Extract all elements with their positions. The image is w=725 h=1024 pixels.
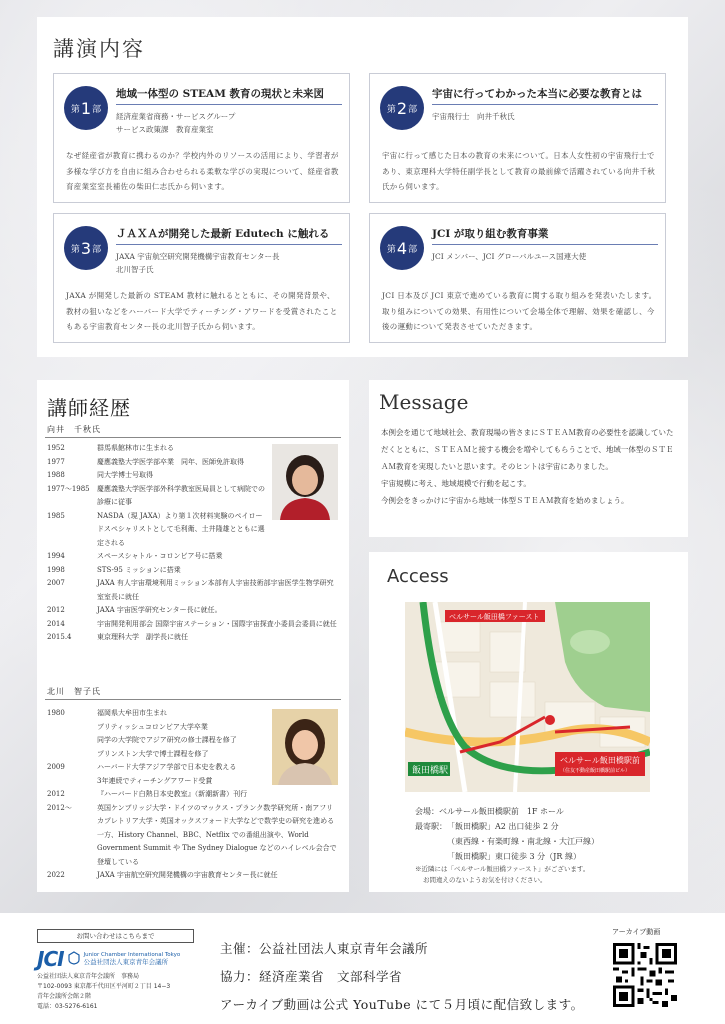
timeline-text: 慶應義塾大学医学部外科学教室医局員として病院での診療に従事	[97, 484, 265, 506]
timeline-year: 1980	[47, 709, 65, 717]
lecture-heading: JCI が取り組む教育事業	[432, 226, 658, 245]
lecture-heading: ＪＡＸＡが開発した最新 Edutech に触れる	[116, 226, 342, 245]
cooperation-text: 協力：経済産業省 文部科学省	[220, 969, 403, 984]
part-badge: 第 4 部	[380, 226, 424, 270]
map-label-building: ベルサール飯田橋ファースト	[449, 613, 540, 621]
archive-note: アーカイブ動画は公式 YouTube にて５月頃に配信致します。	[220, 997, 584, 1012]
timeline-year: 2012	[47, 790, 65, 798]
jci-name-jp: 公益社団法人東京青年会議所	[83, 958, 169, 966]
divider	[45, 699, 341, 700]
timeline-year: 1985	[47, 511, 65, 520]
timeline-text: 宇宙開発利用部会 国際宇宙ステーション・国際宇宙探査小委員会委員に就任	[97, 619, 337, 628]
message-body: 本例会を通じて地域社会、教育現場の皆さまにＳＴＥＡＭ教育の必要性を認識していただくとともに、ＳＴＥＡＭと接する機会を増やしてもらうことで、地域一体型のＳＴＥＡＭ教育を実現したいと思います。そのヒントは宇宙にありました。 宇宙規模に考え、地域規模で行動を起こす。 今例会をきっかけに宇宙から地域一体型ＳＴＥＡＭ教育を始めましょう。	[381, 428, 674, 505]
timeline-text: JAXA 宇宙医学研究センター長に就任。	[97, 606, 222, 614]
qr-label: アーカイブ動画	[612, 928, 661, 936]
timeline-text: プリンストン大学で博士課程を修了	[97, 749, 209, 758]
timeline-year: 2022	[47, 871, 65, 879]
timeline-text: 同大学博士号取得	[97, 471, 153, 479]
timeline-row	[47, 869, 337, 883]
timeline-text: 東京理科大学 副学長に就任	[97, 633, 188, 641]
timeline-row	[47, 788, 337, 802]
access-info: 会場：ベルサール飯田橋駅前 1F ホール 最寄駅： 「飯田橋駅」A2 出口徒歩 2 分 （東西線・有楽町線・南北線・大江戸線） 「飯田橋駅」東口徒歩 3 分（JR 線）	[415, 804, 685, 864]
jci-mark: JCI	[37, 947, 64, 971]
portrait-mukai	[272, 444, 338, 520]
organizer-info	[220, 935, 584, 1019]
timeline-year	[47, 748, 97, 762]
speaker-bios-section	[37, 380, 349, 892]
timeline-row	[47, 631, 337, 645]
timeline-row	[47, 802, 337, 870]
lecture-heading: 地域一体型の STEAM 教育の現状と未来図	[116, 86, 342, 105]
lecture-section	[37, 17, 688, 357]
lecture-description: 宇宙に行って感じた日本の教育の未来について。日本人女性初の宇宙飛行士であり、東京理科大学特任副学長として教育の最前線で活躍されている向井千秋氏から伺います。	[382, 151, 655, 191]
timeline-text: 3年連続でティーチングアワード受賞	[97, 776, 213, 785]
lecture-description: JAXA が開発した最新の STEAM 教材に触れるとともに、その開発背景や、教材の狙いなどをハーバード大学でティーチング・アワードを受賞されたこともある宇宙教育センター長の北川智子氏から伺います。	[66, 291, 338, 331]
lecture-card-3	[53, 213, 350, 343]
map-label-station: 飯田橋駅	[412, 766, 449, 776]
contact-label: お問い合わせはこちらまで	[37, 929, 194, 943]
lecture-description: JCI 日本及び JCI 東京で進めている教育に関する取り組みを発表いたします。取り組みについての効果、有用性について会場全体で理解、効果を確認し、今後の運動について発表させていただきます。	[382, 291, 657, 331]
timeline-text: ブリティッシュコロンビア大学卒業	[97, 722, 208, 731]
access-map	[405, 602, 650, 792]
speaker-bios-title: 講師経歴	[47, 396, 131, 420]
timeline-year: 1988	[47, 471, 65, 479]
jci-logo	[37, 947, 180, 971]
access-title: Access	[387, 566, 449, 587]
jci-name-en: Junior Chamber International Tokyo	[83, 952, 181, 958]
qr-code-icon[interactable]	[613, 943, 677, 1007]
timeline-year: 2012〜	[47, 803, 72, 812]
portrait-kitagawa	[272, 709, 338, 785]
lecture-section-title: 講演内容	[53, 37, 145, 61]
timeline-text: 『ハーバード白熱日本史教室』（新潮新書）刊行	[97, 790, 248, 798]
timeline-text: JAXA 有人宇宙環境利用ミッション本部有人宇宙技術部宇宙医学生物学研究室室長に就任	[97, 579, 334, 601]
timeline-year: 1998	[47, 565, 65, 574]
timeline-text: 同学の大学院でアジア研究の修士課程を修了	[97, 736, 237, 744]
timeline-year: 2015.4	[47, 633, 72, 641]
timeline-text: スペースシャトル・コロンビア号に搭乗	[97, 552, 223, 560]
speaker-name-mukai: 向井 千秋氏	[47, 425, 101, 434]
timeline-year	[47, 775, 97, 789]
lecture-description: なぜ経産省が教育に携わるのか？学校内外のリソースの活用により、学習者が多様な学び方を自由に組み合わせられる柔軟な学びの実現について、経産省教育産業室室長補佐の柴田仁志氏から伺います。	[66, 151, 339, 191]
lecture-speaker: JAXA 宇宙航空研究開発機構宇宙教育センター長 北川智子氏	[116, 252, 280, 274]
timeline-row	[47, 577, 337, 604]
lecture-card-2	[369, 73, 666, 203]
lecture-heading: 宇宙に行ってわかった本当に必要な教育とは	[432, 86, 658, 105]
timeline-text: 群馬県館林市に生まれる	[97, 444, 174, 452]
office-address: 公益社団法人東京青年会議所 事務局 〒102-0093 東京都千代田区平河町２丁目 14−3 青年会議所会館２階 電話：03-5276-6161	[37, 973, 171, 1010]
timeline-year: 1977〜1985	[47, 484, 90, 493]
message-title: Message	[379, 390, 469, 414]
access-note: ※近隣には「ベルサール飯田橋ファースト」がございます。 お間違えのないようお気を付けください。	[415, 865, 590, 884]
timeline-year: 1977	[47, 457, 65, 466]
organizer-text: 主催：公益社団法人東京青年会議所	[220, 941, 429, 956]
part-badge: 第 2 部	[380, 86, 424, 130]
timeline-year	[47, 721, 97, 735]
nearest-label: 最寄駅：	[415, 822, 447, 831]
timeline-year: 2012	[47, 606, 65, 614]
part-badge: 第 1 部	[64, 86, 108, 130]
venue-text: 会場：ベルサール飯田橋駅前 1F ホール	[415, 807, 564, 816]
timeline-text: ハーバード大学アジア学部で日本史を教える	[97, 763, 237, 771]
timeline-year: 2009	[47, 763, 65, 771]
timeline-year: 2014	[47, 619, 65, 628]
access-section	[369, 552, 688, 892]
timeline-row	[47, 550, 337, 564]
lecture-speaker: JCI メンバー、JCI グローバルユース国連大使	[432, 252, 587, 261]
footer	[0, 913, 725, 1024]
timeline-text: 英国ケンブリッジ大学・ドイツのマックス・プランク数学研究所・南アフリカプレトリア大学・英国オックスフォード大学などで数学史の研究を進める一方、History Channel、BBC、Netflix での番組出演や、World Government Summit や The Sydney Dialogue などのハイレベル会合で登壇している	[97, 803, 337, 866]
lecture-card-1	[53, 73, 350, 203]
speaker-name-kitagawa: 北川 智子氏	[47, 687, 101, 696]
timeline-year: 2007	[47, 579, 65, 587]
timeline-year: 1994	[47, 552, 65, 560]
timeline-year: 1952	[47, 444, 65, 452]
part-badge: 第 3 部	[64, 226, 108, 270]
timeline-text: NASDA（現 JAXA）より第１次材料実験のペイロードスペシャリストとして毛利衛、土井隆雄とともに選定される	[97, 511, 265, 547]
timeline-year	[47, 734, 97, 748]
map-label-venue-sub: （住友不動産飯田橋駅前ビル）	[560, 768, 631, 774]
timeline-text: STS-95 ミッションに搭乗	[97, 565, 181, 574]
map-label-venue: ベルサール飯田橋駅前	[560, 756, 640, 765]
lecture-card-4	[369, 213, 666, 343]
timeline-text: JAXA 宇宙航空研究開発機構の宇宙教育センター長に就任	[97, 871, 278, 879]
lecture-speaker: 経済産業省商務・サービスグループ サービス政策課 教育産業室	[116, 112, 236, 134]
timeline-row	[47, 618, 337, 632]
timeline-text: 福岡県大牟田市生まれ	[97, 709, 167, 717]
timeline-text: 慶應義塾大学医学部卒業 同年、医師免許取得	[97, 457, 244, 466]
lecture-speaker: 宇宙飛行士 向井千秋氏	[432, 112, 515, 121]
timeline-row	[47, 604, 337, 618]
divider	[45, 437, 341, 438]
jci-emblem-icon	[68, 950, 80, 969]
timeline-row	[47, 564, 337, 578]
message-section	[369, 380, 688, 537]
